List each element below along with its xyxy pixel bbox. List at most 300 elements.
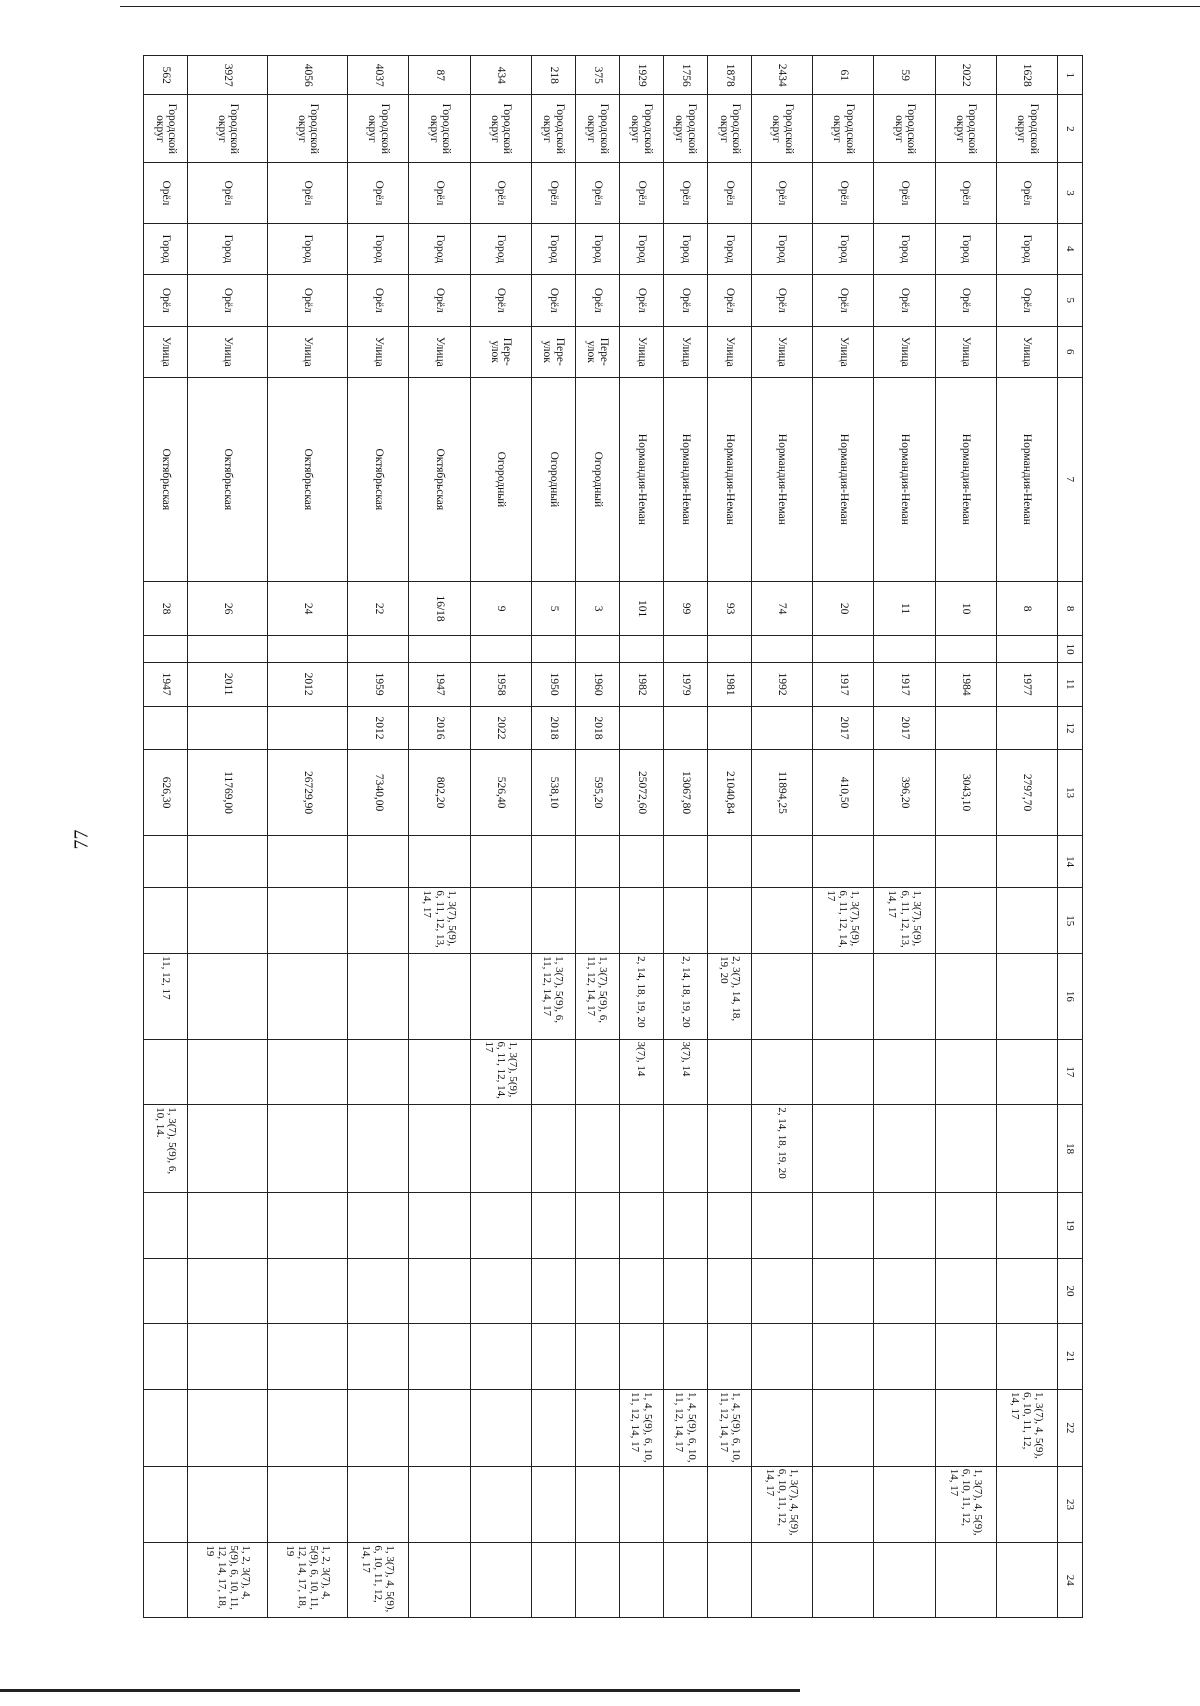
table-cell: 562 (144, 56, 188, 95)
table-row (348, 56, 409, 1618)
table-cell: Город (348, 223, 409, 274)
table-cell: 2016 (409, 706, 470, 750)
table-cell (144, 1192, 188, 1258)
column-header: 1 (1058, 56, 1083, 95)
table-cell: Орёл (996, 275, 1057, 326)
table-cell: Орёл (619, 163, 663, 223)
table-cell: 1917 (874, 662, 935, 706)
table-cell: Орёл (409, 163, 470, 223)
table-cell: Орёл (874, 275, 935, 326)
table-cell (874, 835, 935, 888)
table-cell: 24 (268, 581, 348, 636)
table-cell: 99 (663, 581, 707, 636)
table-cell: Нормандия-Неман (619, 377, 663, 581)
table-cell: Город (619, 223, 663, 274)
table-cell (935, 1105, 996, 1193)
table-cell: Нормандия-Неман (935, 377, 996, 581)
table-cell: 1959 (348, 662, 409, 706)
table-cell: Городской округ (575, 95, 619, 163)
table-cell (144, 706, 188, 750)
table-row (935, 56, 996, 1618)
table-cell: Город (935, 223, 996, 274)
table-cell: Город (996, 223, 1057, 274)
table-cell (188, 888, 268, 954)
table-cell (348, 1105, 409, 1193)
table-cell (531, 1390, 575, 1467)
table-cell (188, 835, 268, 888)
table-cell (663, 1466, 707, 1543)
table-cell (996, 1258, 1057, 1324)
table-cell: 2797,70 (996, 750, 1057, 835)
table-cell (268, 1466, 348, 1543)
table-cell: 9 (470, 581, 531, 636)
table-cell (996, 1105, 1057, 1193)
table-cell: 2012 (268, 662, 348, 706)
table-cell: 1929 (619, 56, 663, 95)
table-cell: Орёл (752, 275, 813, 326)
table-cell: Орёл (996, 163, 1057, 223)
table-cell (348, 1324, 409, 1390)
table-cell (268, 1324, 348, 1390)
bottom-scan-line (0, 1689, 800, 1692)
table-cell: Орёл (348, 275, 409, 326)
table-cell (752, 1258, 813, 1324)
table-cell (813, 636, 874, 662)
table-cell (409, 1543, 470, 1618)
table-cell (708, 1258, 752, 1324)
table-cell (813, 1466, 874, 1543)
table-cell (813, 1390, 874, 1467)
table-cell: 1984 (935, 662, 996, 706)
table-cell: Нормандия-Неман (663, 377, 707, 581)
table-cell (188, 1324, 268, 1390)
table-cell (188, 954, 268, 1039)
table-cell (531, 888, 575, 954)
table-cell (663, 888, 707, 954)
table-cell (619, 1258, 663, 1324)
table-cell (531, 636, 575, 662)
header-row (1058, 56, 1083, 1618)
table-cell (188, 706, 268, 750)
table-cell (188, 1258, 268, 1324)
table-cell (619, 835, 663, 888)
column-header: 23 (1058, 1466, 1083, 1543)
column-header: 16 (1058, 954, 1083, 1039)
table-cell: Орёл (409, 275, 470, 326)
table-cell: Улица (663, 326, 707, 377)
table-cell (268, 706, 348, 750)
table-cell: 74 (752, 581, 813, 636)
table-cell (663, 1258, 707, 1324)
table-cell: 1, 3(7), 4, 5(9), 6, 10, 11, 12, 14, 17 (996, 1390, 1057, 1467)
table-cell (813, 835, 874, 888)
column-header: 6 (1058, 326, 1083, 377)
table-cell: 218 (531, 56, 575, 95)
table-cell: 2434 (752, 56, 813, 95)
table-cell: 3043,10 (935, 750, 996, 835)
table-cell: Пере-улок (470, 326, 531, 377)
table-cell (752, 1390, 813, 1467)
table-cell: 4037 (348, 56, 409, 95)
table-row (813, 56, 874, 1618)
table-cell (619, 888, 663, 954)
table-cell (708, 1466, 752, 1543)
table-cell: Улица (144, 326, 188, 377)
column-header: 5 (1058, 275, 1083, 326)
table-cell: 1977 (996, 662, 1057, 706)
table-cell (996, 954, 1057, 1039)
table-cell: Городской округ (752, 95, 813, 163)
table-cell: 1979 (663, 662, 707, 706)
table-cell (144, 1466, 188, 1543)
table-cell (996, 1192, 1057, 1258)
table-cell (708, 1192, 752, 1258)
table-cell: Город (268, 223, 348, 274)
table-cell (575, 1543, 619, 1618)
column-header: 19 (1058, 1192, 1083, 1258)
table-cell: 1947 (144, 662, 188, 706)
table-cell (144, 835, 188, 888)
table-cell (996, 1324, 1057, 1390)
table-cell (268, 1105, 348, 1193)
table-cell: 1958 (470, 662, 531, 706)
table-cell (813, 1258, 874, 1324)
table-cell (188, 1466, 268, 1543)
table-cell: Орёл (144, 275, 188, 326)
page-number: 77 (70, 829, 93, 850)
table-cell: 1, 3(7), 5(9), 6, 11, 12, 14, 17 (575, 954, 619, 1039)
table-cell: Город (188, 223, 268, 274)
table-cell: Пере-улок (531, 326, 575, 377)
table-cell: Городской округ (409, 95, 470, 163)
table-cell: 2018 (531, 706, 575, 750)
table-cell (874, 1324, 935, 1390)
table-cell: Улица (874, 326, 935, 377)
table-cell (935, 706, 996, 750)
table-cell (268, 1390, 348, 1467)
table-cell: Город (470, 223, 531, 274)
table-cell: 626,30 (144, 750, 188, 835)
table-cell: 3927 (188, 56, 268, 95)
table-cell (575, 1105, 619, 1193)
table-cell: 1947 (409, 662, 470, 706)
table-cell: Огородный (531, 377, 575, 581)
table-cell (619, 1192, 663, 1258)
table-cell (935, 1324, 996, 1390)
table-cell: Городской округ (813, 95, 874, 163)
table-cell: Город (144, 223, 188, 274)
table-cell: 93 (708, 581, 752, 636)
table-head (1058, 56, 1083, 1618)
table-cell: Орёл (813, 275, 874, 326)
table-cell (531, 1324, 575, 1390)
table-cell (470, 1466, 531, 1543)
table-cell: Улица (268, 326, 348, 377)
column-header: 24 (1058, 1543, 1083, 1618)
table-cell: 434 (470, 56, 531, 95)
table-cell (470, 1324, 531, 1390)
table-cell (188, 1105, 268, 1193)
table-cell (470, 888, 531, 954)
table-cell (619, 1543, 663, 1618)
table-row (470, 56, 531, 1618)
table-cell: Орёл (144, 163, 188, 223)
table-row (409, 56, 470, 1618)
table-cell (619, 1105, 663, 1193)
table-cell (409, 636, 470, 662)
table-cell: 2017 (813, 706, 874, 750)
table-cell (268, 1039, 348, 1105)
table-cell (531, 1039, 575, 1105)
table-cell (935, 1390, 996, 1467)
table-cell: Улица (935, 326, 996, 377)
table-cell: Орёл (268, 163, 348, 223)
table-cell (144, 1258, 188, 1324)
table-cell: Нормандия-Неман (813, 377, 874, 581)
table-cell (348, 954, 409, 1039)
table-cell: 538,10 (531, 750, 575, 835)
table-cell (348, 636, 409, 662)
column-header: 3 (1058, 163, 1083, 223)
top-scan-line (120, 6, 1200, 7)
table-cell: 21040,84 (708, 750, 752, 835)
table-cell: 1, 3(7), 4, 5(9), 6, 10, 11, 12, 14, 17 (752, 1466, 813, 1543)
table-cell: 1, 4, 5(9), 6, 10, 11, 12, 14, 17 (708, 1390, 752, 1467)
table-cell (144, 1324, 188, 1390)
table-cell: Орёл (708, 163, 752, 223)
table-cell: Город (663, 223, 707, 274)
table-cell: 2, 14, 18, 19, 20 (752, 1105, 813, 1193)
table-cell (531, 835, 575, 888)
table-row (144, 56, 188, 1618)
table-cell (874, 636, 935, 662)
table-cell: 11, 12, 17 (144, 954, 188, 1039)
table-row (708, 56, 752, 1618)
table-cell: 802,20 (409, 750, 470, 835)
table-cell: Орёл (531, 275, 575, 326)
table-row (996, 56, 1057, 1618)
table-cell (188, 1039, 268, 1105)
rotated-table-container (143, 55, 1083, 1618)
table-cell: Город (813, 223, 874, 274)
table-cell: Октябрьская (409, 377, 470, 581)
table-cell (531, 1543, 575, 1618)
table-cell: 1917 (813, 662, 874, 706)
table-cell: 1, 3(7), 4, 5(9), 6, 10, 11, 12, 14, 17 (935, 1466, 996, 1543)
table-cell (575, 1324, 619, 1390)
table-cell: 375 (575, 56, 619, 95)
table-cell (531, 1258, 575, 1324)
table-cell: Орёл (188, 275, 268, 326)
table-cell (575, 1258, 619, 1324)
table-cell (470, 835, 531, 888)
table-row (575, 56, 619, 1618)
table-cell: Улица (708, 326, 752, 377)
table-cell (874, 1039, 935, 1105)
table-cell (268, 1192, 348, 1258)
table-cell: 16/18 (409, 581, 470, 636)
table-cell: Улица (752, 326, 813, 377)
table-cell (619, 1324, 663, 1390)
table-body (144, 56, 1058, 1618)
table-cell (874, 1390, 935, 1467)
table-cell: 2012 (348, 706, 409, 750)
table-cell (268, 888, 348, 954)
column-header: 21 (1058, 1324, 1083, 1390)
table-cell (813, 1105, 874, 1193)
table-cell: Орёл (575, 163, 619, 223)
table-cell (752, 835, 813, 888)
table-cell: Октябрьская (188, 377, 268, 581)
table-cell (996, 636, 1057, 662)
table-cell (813, 1192, 874, 1258)
table-cell: Нормандия-Неман (996, 377, 1057, 581)
table-cell: 1878 (708, 56, 752, 95)
table-cell (531, 1192, 575, 1258)
table-cell: Орёл (752, 163, 813, 223)
column-header: 13 (1058, 750, 1083, 835)
table-cell (752, 1039, 813, 1105)
table-cell (470, 954, 531, 1039)
table-cell: Городской округ (188, 95, 268, 163)
table-cell (874, 1192, 935, 1258)
column-header: 11 (1058, 662, 1083, 706)
table-cell: Орёл (813, 163, 874, 223)
table-cell: 25072,60 (619, 750, 663, 835)
table-cell (813, 954, 874, 1039)
table-cell (188, 636, 268, 662)
table-cell: 1, 4, 5(9), 6, 10, 11, 12, 14, 17 (663, 1390, 707, 1467)
table-cell (409, 1105, 470, 1193)
table-cell: 2, 3(7), 14, 18, 19, 20 (708, 954, 752, 1039)
table-cell (663, 636, 707, 662)
column-header: 2 (1058, 95, 1083, 163)
table-cell: 3(7), 14 (619, 1039, 663, 1105)
table-cell: 8 (996, 581, 1057, 636)
table-row (531, 56, 575, 1618)
table-cell (619, 1466, 663, 1543)
table-cell: Городской округ (874, 95, 935, 163)
table-cell: Городской округ (531, 95, 575, 163)
column-header: 18 (1058, 1105, 1083, 1193)
table-row (619, 56, 663, 1618)
table-cell: Октябрьская (348, 377, 409, 581)
table-cell: 61 (813, 56, 874, 95)
table-cell: Орёл (708, 275, 752, 326)
table-cell: 22 (348, 581, 409, 636)
table-cell: Город (752, 223, 813, 274)
column-header: 17 (1058, 1039, 1083, 1105)
table-cell: Нормандия-Неман (752, 377, 813, 581)
table-cell (996, 888, 1057, 954)
table-cell: 26 (188, 581, 268, 636)
table-cell: 1, 3(7), 4, 5(9), 6, 10, 11, 12, 14, 17 (348, 1543, 409, 1618)
table-cell (708, 1324, 752, 1390)
table-cell: Нормандия-Неман (708, 377, 752, 581)
table-cell (935, 835, 996, 888)
table-cell: 1, 3(7), 5(9), 6, 10, 14. (144, 1105, 188, 1193)
table-cell: 1960 (575, 662, 619, 706)
table-cell: 410,50 (813, 750, 874, 835)
table-cell: 526,40 (470, 750, 531, 835)
table-cell (935, 1192, 996, 1258)
table-cell: Огородный (575, 377, 619, 581)
table-cell: Городской округ (348, 95, 409, 163)
column-header: 15 (1058, 888, 1083, 954)
table-cell: 2011 (188, 662, 268, 706)
table-cell: 1982 (619, 662, 663, 706)
table-cell (348, 835, 409, 888)
table-cell (752, 1543, 813, 1618)
table-cell: Городской округ (663, 95, 707, 163)
table-cell: Орёл (188, 163, 268, 223)
table-cell (409, 835, 470, 888)
table-cell: 13067,80 (663, 750, 707, 835)
table-cell: Огородный (470, 377, 531, 581)
table-cell: 1, 2, 3(7), 4, 5(9), 6, 10, 11, 12, 14, 17, 18, 19 (188, 1543, 268, 1618)
table-cell: 4056 (268, 56, 348, 95)
table-cell (409, 1466, 470, 1543)
table-cell: 595,20 (575, 750, 619, 835)
table-cell (348, 1466, 409, 1543)
table-cell (663, 1192, 707, 1258)
table-cell (996, 1466, 1057, 1543)
table-cell (144, 1543, 188, 1618)
table-cell (935, 1543, 996, 1618)
table-cell (663, 1105, 707, 1193)
table-cell: Орёл (663, 163, 707, 223)
table-cell (708, 888, 752, 954)
table-cell (708, 1105, 752, 1193)
table-cell (348, 1258, 409, 1324)
column-header: 20 (1058, 1258, 1083, 1324)
table-cell (708, 1039, 752, 1105)
table-cell (996, 1039, 1057, 1105)
table-cell: Нормандия-Неман (874, 377, 935, 581)
table-cell: 1992 (752, 662, 813, 706)
table-cell (409, 1192, 470, 1258)
table-cell (708, 706, 752, 750)
table-cell: 26729,90 (268, 750, 348, 835)
table-cell (663, 1324, 707, 1390)
table-cell: Октябрьская (144, 377, 188, 581)
table-cell (874, 1258, 935, 1324)
table-row (268, 56, 348, 1618)
table-cell (409, 1324, 470, 1390)
table-cell (996, 835, 1057, 888)
table-cell (708, 1543, 752, 1618)
table-cell (470, 1543, 531, 1618)
table-cell: 2022 (935, 56, 996, 95)
table-cell (575, 888, 619, 954)
table-cell: Орёл (619, 275, 663, 326)
column-header: 7 (1058, 377, 1083, 581)
table-cell (348, 1039, 409, 1105)
column-header: 4 (1058, 223, 1083, 274)
table-row (663, 56, 707, 1618)
table-cell: Город (708, 223, 752, 274)
table-cell: 1950 (531, 662, 575, 706)
table-cell: 20 (813, 581, 874, 636)
table-cell: Орёл (348, 163, 409, 223)
table-cell: 7340,00 (348, 750, 409, 835)
table-cell: Городской округ (619, 95, 663, 163)
table-cell (409, 1258, 470, 1324)
table-cell: Улица (619, 326, 663, 377)
table-cell: 1, 3(7), 5(9), 6, 11, 12, 14, 17 (813, 888, 874, 954)
table-cell: 1, 3(7), 5(9), 6, 11, 12, 14, 17 (531, 954, 575, 1039)
table-cell: Орёл (935, 163, 996, 223)
